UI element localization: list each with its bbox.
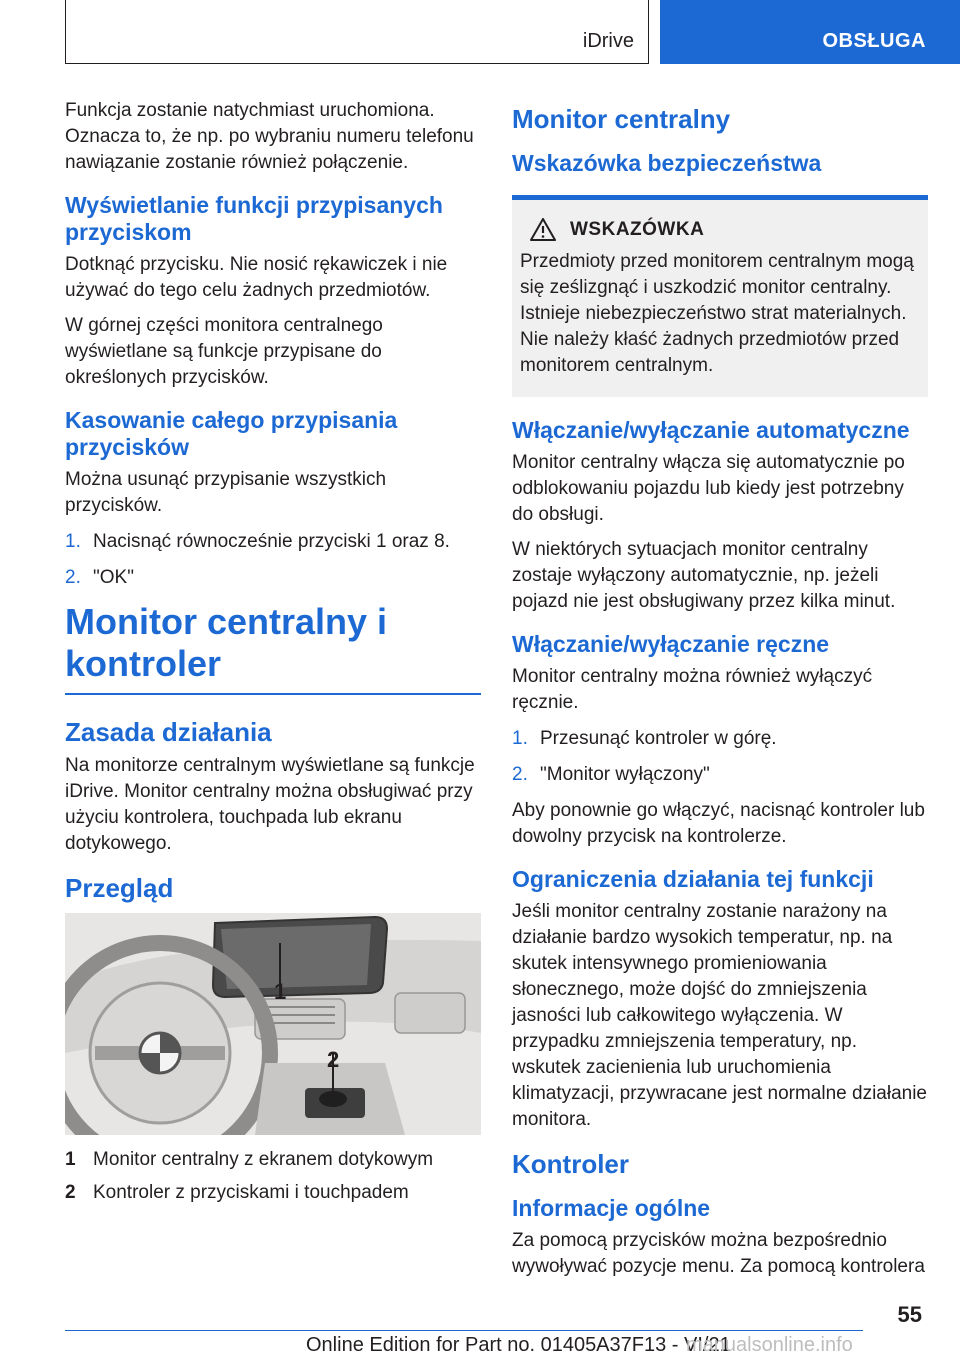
page-number: 55	[897, 1302, 922, 1327]
step-text: Przesunąć kontroler w górę.	[540, 728, 777, 749]
heading-delete-assignment: Kasowanie całego przypisania przycisków	[65, 407, 398, 460]
section-rule	[65, 693, 481, 695]
list-item	[512, 762, 928, 788]
heading-auto-on-off: Włączanie/wyłączanie automatyczne	[512, 417, 910, 443]
cockpit-drawing	[65, 913, 481, 1135]
delete-steps-list	[65, 529, 481, 591]
warning-title: WSKAZÓWKA	[570, 218, 705, 240]
warning-triangle-icon	[530, 218, 556, 241]
auto-paragraph-1: Monitor centralny włącza się automatycznie po odblokowaniu pojazdu lub kiedy jest potrzebny do obsługi.	[512, 452, 905, 525]
list-item	[65, 565, 481, 591]
heading-display-assigned: Wyświetlanie funkcji przypisanych przyciskom	[65, 192, 443, 245]
figure-legend	[65, 1147, 481, 1206]
heading-central-monitor: Monitor centralny	[512, 104, 731, 134]
manual-paragraph: Monitor centralny można również wyłączyć ręcznie.	[512, 666, 873, 713]
cockpit-illustration	[65, 913, 481, 1135]
legend-text: Monitor centralny z ekranem dotykowym	[93, 1149, 434, 1170]
header-chapter-label: OBSŁUGA	[822, 30, 926, 52]
list-item	[65, 529, 481, 555]
general-paragraph: Za pomocą przycisków można bezpośrednio wywoływać pozycje menu. Za pomocą kontrolera	[512, 1230, 925, 1277]
footer-watermark: manualsonline.info	[686, 1334, 853, 1356]
heading-principle: Zasada działania	[65, 717, 272, 747]
step-number: 2.	[65, 567, 81, 588]
touch-paragraph: Dotknąć przycisku. Nie nosić rękawiczek i nie używać do tego celu żadnych przedmiotów.	[65, 254, 448, 301]
right-column	[512, 98, 928, 1289]
legend-row	[65, 1180, 481, 1206]
section-title-monitor-controller: Monitor centralny i kontroler	[65, 601, 388, 684]
warning-title-row	[530, 218, 920, 241]
header-section-label: iDrive	[582, 30, 634, 52]
heading-general-info: Informacje ogólne	[512, 1195, 711, 1221]
limitations-paragraph: Jeśli monitor centralny zostanie narażony na działanie bardzo wysokich temperatur, np. na skutek intensywnego promieniowania słonecznego, może dojść do zmniejszenia jasności lub całkowitego wyłączenia. W przypadku zmniejszenia temperatury, np. wskutek zacienienia lub uruchomienia klimatyzacji, przywracane jest normalne działanie monitora.	[512, 901, 928, 1130]
heading-limitations: Ograniczenia działania tej funkcji	[512, 866, 874, 892]
step-text: Nacisnąć równocześnie przyciski 1 oraz 8.	[93, 531, 450, 552]
delete-paragraph: Można usunąć przypisanie wszystkich przycisków.	[65, 469, 387, 516]
list-item	[512, 726, 928, 752]
heading-controller: Kontroler	[512, 1149, 629, 1179]
header-section-box	[65, 0, 649, 64]
step-text: "OK"	[93, 567, 134, 588]
legend-key: 1	[65, 1149, 76, 1170]
figure-callout-2: 2	[327, 1047, 340, 1072]
step-number: 2.	[512, 764, 528, 785]
step-number: 1.	[65, 531, 81, 552]
reenable-paragraph: Aby ponownie go włączyć, nacisnąć kontroler lub dowolny przycisk na kontrolerze.	[512, 800, 925, 847]
intro-paragraph: Funkcja zostanie natychmiast uruchomiona. Oznacza to, że np. po wybraniu numeru telefonu nawiązanie zostanie również połączenie.	[65, 100, 474, 173]
auto-paragraph-2: W niektórych sytuacjach monitor centralny zostaje wyłączony automatycznie, np. jeżeli pojazd nie jest obsługiwany przez kilka minut.	[512, 539, 896, 612]
manual-steps-list	[512, 726, 928, 788]
header-chapter-tab	[660, 0, 960, 64]
legend-text: Kontroler z przyciskami i touchpadem	[93, 1182, 409, 1203]
legend-row	[65, 1147, 481, 1173]
left-column	[65, 98, 481, 1213]
footer-edition: Online Edition for Part no. 01405A37F13 - VI/21	[306, 1334, 731, 1356]
heading-overview: Przegląd	[65, 873, 174, 903]
legend-key: 2	[65, 1182, 76, 1203]
top-area-paragraph: W górnej części monitora centralnego wyświetlane są funkcje przypisane do określonych przycisków.	[65, 315, 383, 388]
step-number: 1.	[512, 728, 528, 749]
warning-box	[512, 195, 928, 397]
step-text: "Monitor wyłączony"	[540, 764, 710, 785]
principle-paragraph: Na monitorze centralnym wyświetlane są funkcje iDrive. Monitor centralny można obsługiwać przy użyciu kontrolera, touchpada lub ekranu dotykowego.	[65, 755, 475, 854]
figure-callout-1: 1	[274, 979, 287, 1004]
heading-manual-on-off: Włączanie/wyłączanie ręczne	[512, 631, 830, 657]
warning-text: Przedmioty przed monitorem centralnym mogą się ześlizgnąć i uszkodzić monitor centralny. Istnieje niebezpieczeństwo strat materialnych. Nie należy kłaść żadnych przedmiotów przed monitorem centralnym.	[520, 251, 914, 376]
footer-rule	[65, 1330, 863, 1331]
heading-safety-note: Wskazówka bezpieczeństwa	[512, 150, 822, 176]
